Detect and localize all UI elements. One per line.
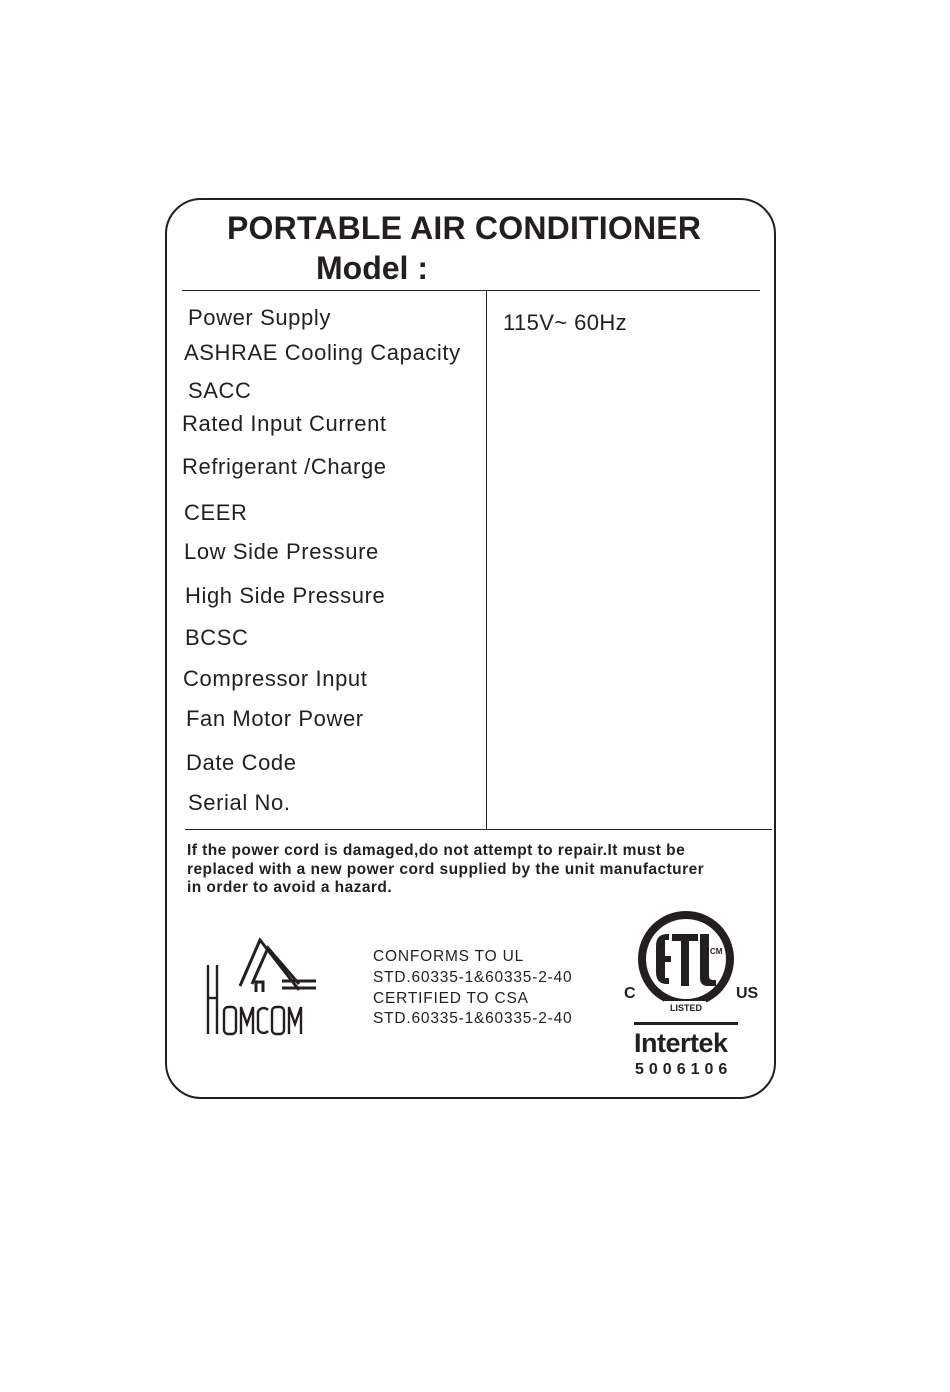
spec-label-low-side-pressure: Low Side Pressure (184, 539, 379, 564)
intertek-wordmark: Intertek (634, 1028, 728, 1058)
spec-value-power-supply: 115V~ 60Hz (503, 310, 628, 335)
conformity-statement (373, 947, 572, 1030)
etl-letters (656, 934, 716, 986)
etl-listed-text: LISTED (669, 1003, 703, 1013)
warning-line: If the power cord is damaged,do not attempt to repair.It must be (187, 842, 686, 859)
warning-line: replaced with a new power cord supplied by the unit manufacturer (187, 860, 705, 878)
spec-label-refrigerant-charge: Refrigerant /Charge (182, 454, 387, 479)
etl-cm-text: CM (710, 947, 723, 956)
spec-label-ceer: CEER (184, 500, 248, 525)
table-bottom-divider (185, 829, 772, 830)
intertek-control-number: 5006106 (635, 1061, 733, 1078)
power-cord-warning (187, 842, 767, 898)
spec-label-sacc: SACC (188, 378, 252, 403)
conformity-line: CONFORMS TO UL (373, 948, 525, 965)
homcom-logo (200, 936, 324, 1040)
warning-line: in order to avoid a hazard. (187, 879, 393, 896)
etl-c-text: C (624, 985, 636, 1002)
etl-us-text: US (736, 985, 759, 1002)
spec-label-serial-no: Serial No. (188, 790, 291, 815)
spec-label-compressor-input: Compressor Input (183, 666, 368, 691)
conformity-line: STD.60335-1&60335-2-40 (373, 968, 573, 986)
spec-label-fan-motor-power: Fan Motor Power (186, 706, 364, 731)
spec-label-ashrae-cooling-capacity: ASHRAE Cooling Capacity (184, 340, 461, 365)
model-field: Model : (316, 250, 428, 286)
conformity-line: STD.60335-1&60335-2-40 (373, 1010, 573, 1028)
etl-listed-mark (620, 910, 768, 1034)
spec-label-bcsc: BCSC (185, 625, 249, 650)
spec-label-rated-input-current: Rated Input Current (182, 411, 387, 436)
spec-label-power-supply: Power Supply (188, 305, 331, 330)
conformity-line: CERTIFIED TO CSA (373, 989, 529, 1007)
label-title: PORTABLE AIR CONDITIONER (227, 210, 702, 246)
column-divider (486, 290, 487, 830)
spec-label-high-side-pressure: High Side Pressure (185, 583, 386, 608)
header-divider (182, 290, 760, 291)
spec-label-date-code: Date Code (186, 750, 297, 775)
